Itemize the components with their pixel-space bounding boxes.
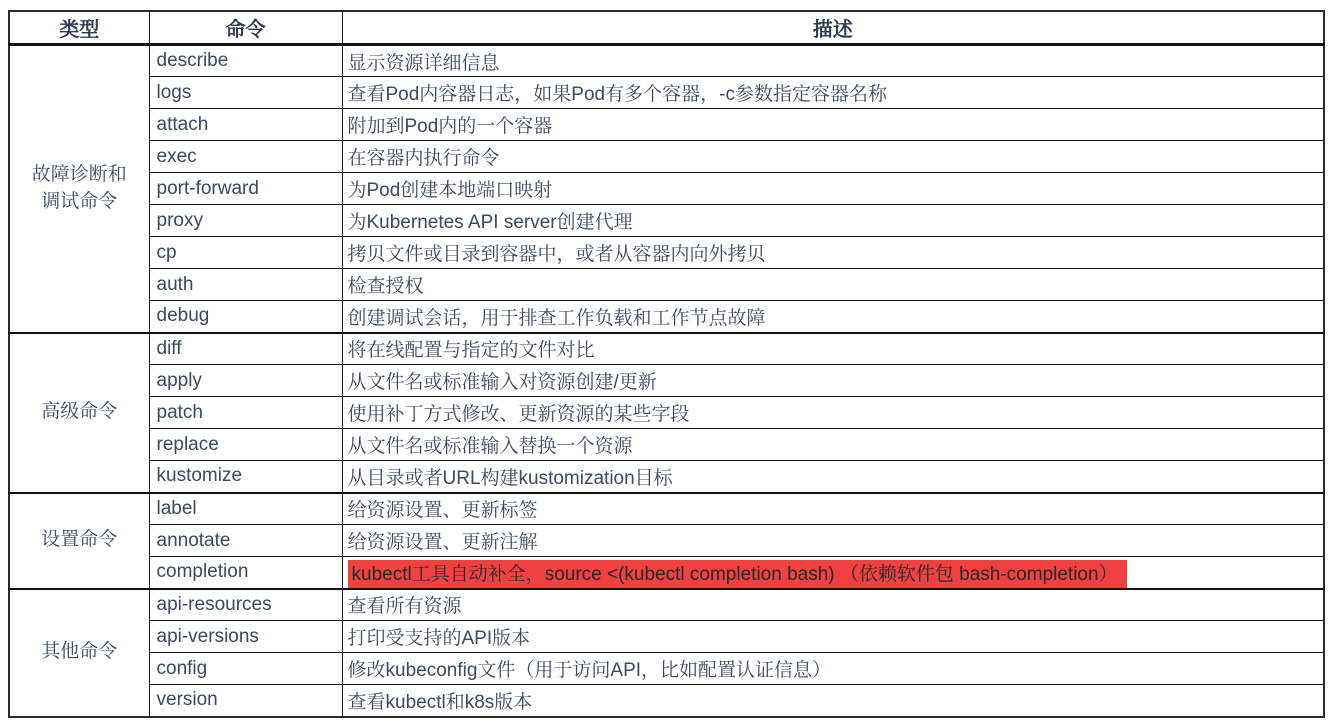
command-cell: label: [149, 493, 342, 525]
table-row: [9, 237, 1324, 269]
description-cell: 为Kubernetes API server创建代理: [342, 205, 1324, 237]
type-group-cell: [9, 589, 149, 717]
command-cell: describe: [149, 45, 342, 77]
command-cell: api-versions: [149, 621, 342, 653]
table-row: [9, 493, 1324, 525]
type-group-cell: [9, 45, 149, 333]
description-cell: [342, 557, 1324, 589]
description-cell: 查看Pod内容器日志，如果Pod有多个容器，-c参数指定容器名称: [342, 77, 1324, 109]
command-cell: kustomize: [149, 461, 342, 493]
table-row: [9, 525, 1324, 557]
header-cell-description: 描述: [342, 11, 1324, 45]
table-row: [9, 205, 1324, 237]
table-row: [9, 173, 1324, 205]
description-cell: 查看所有资源: [342, 589, 1324, 621]
command-cell: port-forward: [149, 173, 342, 205]
table-row: [9, 301, 1324, 333]
description-cell: 创建调试会话，用于排查工作负载和工作节点故障: [342, 301, 1324, 333]
header-cell-type: 类型: [9, 11, 149, 45]
command-cell: debug: [149, 301, 342, 333]
description-cell: 给资源设置、更新注解: [342, 525, 1324, 557]
table-row: [9, 461, 1324, 493]
command-cell: api-resources: [149, 589, 342, 621]
table-row: [9, 45, 1324, 77]
description-cell: 为Pod创建本地端口映射: [342, 173, 1324, 205]
command-cell: cp: [149, 237, 342, 269]
table-row: [9, 141, 1324, 173]
description-cell: 拷贝文件或目录到容器中，或者从容器内向外拷贝: [342, 237, 1324, 269]
description-cell: 给资源设置、更新标签: [342, 493, 1324, 525]
table-row: [9, 77, 1324, 109]
command-cell: version: [149, 685, 342, 717]
description-cell: 打印受支持的API版本: [342, 621, 1324, 653]
description-cell: 检查授权: [342, 269, 1324, 301]
description-cell: 修改kubeconfig文件（用于访问API，比如配置认证信息）: [342, 653, 1324, 685]
command-cell: diff: [149, 333, 342, 365]
kubectl-commands-table: [8, 10, 1325, 718]
table-row: [9, 333, 1324, 365]
command-cell: config: [149, 653, 342, 685]
description-cell: 在容器内执行命令: [342, 141, 1324, 173]
command-cell: exec: [149, 141, 342, 173]
table-row: [9, 269, 1324, 301]
description-cell: 将在线配置与指定的文件对比: [342, 333, 1324, 365]
table-header-row: [9, 11, 1324, 45]
command-cell: completion: [149, 557, 342, 589]
table-body: [9, 45, 1324, 717]
command-cell: annotate: [149, 525, 342, 557]
command-cell: proxy: [149, 205, 342, 237]
table-row: [9, 653, 1324, 685]
table-row: [9, 109, 1324, 141]
command-cell: patch: [149, 397, 342, 429]
description-cell: 查看kubectl和k8s版本: [342, 685, 1324, 717]
table-row: [9, 397, 1324, 429]
table-row: [9, 429, 1324, 461]
table-row: [9, 621, 1324, 653]
type-group-cell: [9, 493, 149, 589]
type-group-label: 设置命令: [41, 529, 118, 551]
command-cell: auth: [149, 269, 342, 301]
table-header: [9, 11, 1324, 45]
table-row: [9, 685, 1324, 717]
table-row: [9, 557, 1324, 589]
description-cell: 从文件名或标准输入对资源创建/更新: [342, 365, 1324, 397]
description-cell: 显示资源详细信息: [342, 45, 1324, 77]
description-cell: 附加到Pod内的一个容器: [342, 109, 1324, 141]
type-group-label: 其他命令: [41, 641, 118, 663]
description-cell: 从文件名或标准输入替换一个资源: [342, 429, 1324, 461]
header-cell-command: 命令: [149, 11, 342, 45]
type-group-label: 调试命令: [41, 190, 118, 212]
command-cell: apply: [149, 365, 342, 397]
highlighted-description: kubectl工具自动补全，source <(kubectl completion bash) （依赖软件包 bash-completion）: [348, 560, 1127, 589]
table-row: [9, 589, 1324, 621]
command-cell: attach: [149, 109, 342, 141]
description-cell: 从目录或者URL构建kustomization目标: [342, 461, 1324, 493]
command-cell: logs: [149, 77, 342, 109]
type-group-cell: [9, 333, 149, 493]
type-group-label: 故障诊断和: [31, 164, 127, 186]
type-group-label: 高级命令: [41, 401, 118, 423]
table-row: [9, 365, 1324, 397]
description-cell: 使用补丁方式修改、更新资源的某些字段: [342, 397, 1324, 429]
command-cell: replace: [149, 429, 342, 461]
